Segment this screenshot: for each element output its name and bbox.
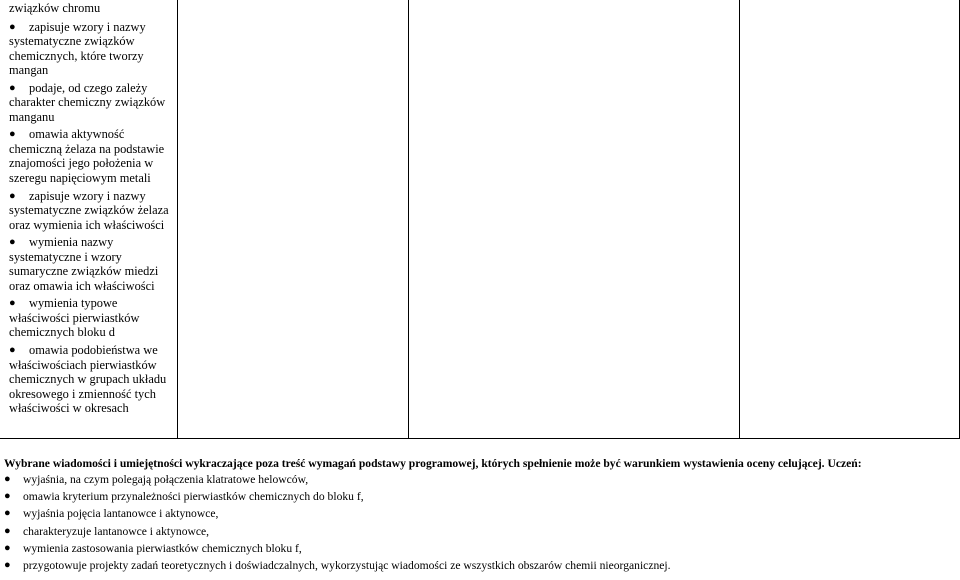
- list-item: ● zapisuje wzory i nazwy systematyczne związków żelaza oraz wymienia ich właściwości: [9, 188, 169, 232]
- list-item: ● przygotowuje projekty zadań teoretycznych i doświadczalnych, wykorzystując wiadomości ze wszystkich obszarów chemii nieorganicznej.: [4, 557, 956, 574]
- bullet-icon: ●: [4, 524, 11, 537]
- table-cell-column-3: [408, 0, 740, 439]
- bullet-icon: ●: [9, 344, 16, 357]
- bullet-icon: ●: [4, 507, 11, 520]
- bullet-icon: ●: [9, 236, 16, 249]
- list-item: ● wyjaśnia pojęcia lantanowce i aktynowce,: [4, 505, 956, 522]
- list-item: ● omawia kryterium przynależności pierwiastków chemicznych do bloku f,: [4, 488, 956, 505]
- table-cell-column-2: [177, 0, 409, 439]
- list-item: ● zapisuje wzory i nazwy systematyczne związków chemicznych, które tworzy mangan: [9, 19, 146, 77]
- table-cell-column-1: [0, 0, 178, 439]
- bullet-icon: ●: [4, 559, 11, 572]
- list-item: ● charakteryzuje lantanowce i aktynowce,: [4, 523, 956, 540]
- list-item: ● wymienia nazwy systematyczne i wzory sumaryczne związków miedzi oraz omawia ich właściwości: [9, 235, 159, 293]
- cell-heading-text: związków chromu: [9, 1, 101, 15]
- extra-requirements-section: [4, 457, 956, 574]
- bullet-icon: ●: [9, 297, 16, 310]
- list-item: ● wymienia zastosowania pierwiastków chemicznych bloku f,: [4, 540, 956, 557]
- bullet-icon: ●: [4, 473, 11, 485]
- list-item: ● wymienia typowe właściwości pierwiastków chemicznych bloku d: [9, 296, 140, 340]
- bullet-icon: ●: [4, 541, 11, 554]
- bullet-icon: ●: [4, 490, 11, 503]
- list-item: ● omawia podobieństwa we właściwościach pierwiastków chemicznych w grupach układu okresowego i zmienność tych właściwości w okresach: [9, 343, 167, 416]
- bullet-icon: ●: [9, 128, 16, 141]
- list-item: ● omawia aktywność chemiczną żelaza na podstawie znajomości jego położenia w szeregu napięciowym metali: [9, 127, 165, 185]
- section-heading: Wybrane wiadomości i umiejętności wykraczające poza treść wymagań podstawy programowej, których spełnienie może być warunkiem wystawienia oceny celującej. Uczeń:: [4, 457, 862, 470]
- list-item: ● podaje, od czego zależy charakter chemiczny związków manganu: [9, 80, 166, 124]
- bullet-icon: ●: [9, 81, 16, 94]
- table-cell-column-4: [739, 0, 960, 439]
- bullet-icon: ●: [9, 189, 16, 202]
- list-item: ● wyjaśnia, na czym polegają połączenia klatratowe helowców,: [4, 471, 956, 488]
- bullet-icon: ●: [9, 20, 16, 33]
